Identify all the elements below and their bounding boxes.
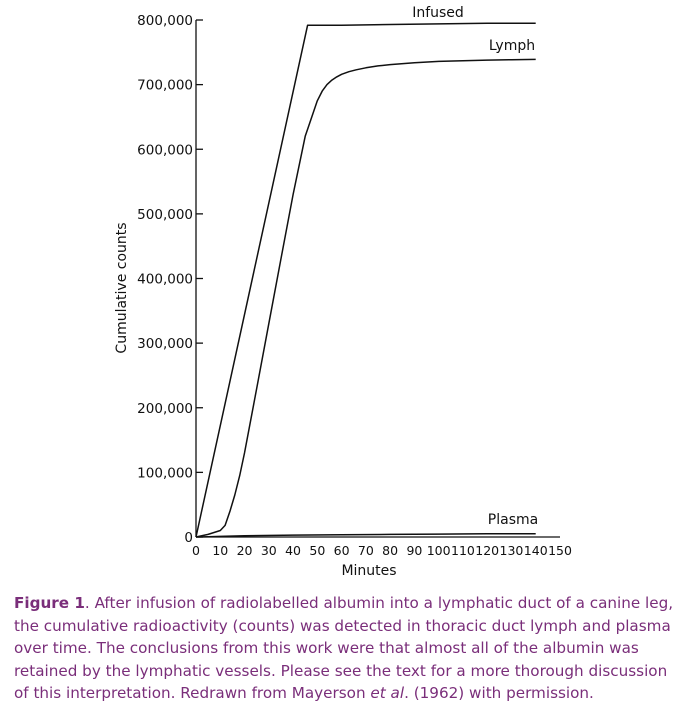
y-tick-label: 200,000 — [137, 400, 193, 417]
x-axis — [192, 537, 572, 558]
x-axis-title: Minutes — [341, 563, 397, 579]
y-axis — [137, 13, 203, 546]
x-tick-label: 150 — [548, 543, 572, 558]
x-tick-label: 130 — [499, 543, 524, 558]
x-tick-label: 100 — [426, 543, 451, 558]
x-tick-label: 70 — [357, 543, 374, 558]
x-tick-label: 30 — [260, 543, 277, 558]
x-tick-label: 50 — [309, 543, 326, 558]
y-tick-label: 800,000 — [137, 13, 193, 29]
series-lines — [196, 5, 538, 537]
y-tick-label: 400,000 — [137, 271, 193, 288]
y-tick-label: 500,000 — [137, 206, 193, 223]
series-line-lymph — [196, 59, 539, 537]
x-tick-label: 60 — [333, 543, 350, 558]
x-tick-label: 10 — [212, 543, 229, 558]
y-tick-label: 100,000 — [137, 465, 193, 482]
x-tick-label: 80 — [382, 543, 399, 558]
x-tick-label: 0 — [192, 543, 200, 558]
y-tick-label: 600,000 — [137, 142, 193, 159]
series-line-infused — [196, 23, 539, 537]
caption-lead: Figure 1 — [14, 594, 85, 612]
x-tick-label: 90 — [406, 543, 423, 558]
caption-et-al: et al — [370, 684, 405, 702]
caption-tail: . (1962) with permission. — [404, 684, 594, 702]
x-tick-label: 20 — [236, 543, 253, 558]
y-axis-title: Cumulative counts — [114, 222, 130, 354]
figure-caption — [14, 592, 686, 705]
y-tick-label: 0 — [184, 530, 193, 546]
x-tick-label: 140 — [523, 543, 548, 558]
y-tick-label: 700,000 — [137, 77, 193, 94]
y-tick-label: 300,000 — [137, 336, 193, 353]
caption-text: . After infusion of radiolabelled albumin into a lymphatic duct of a canine leg, the cumulative radioactivity (counts) was detected in thoracic duct lymph and plasma over time. The conclusions from this work were that almost all of the albumin was retained by the lymphatic vessels. Please see the text for a more thorough discussion of this interpretation. Redrawn from Mayerson — [14, 594, 674, 702]
x-tick-label: 110 — [451, 543, 475, 558]
x-tick-label: 40 — [285, 543, 302, 558]
series-label-plasma: Plasma — [487, 512, 539, 528]
series-label-infused: Infused — [412, 5, 464, 21]
series-label-lymph: Lymph — [488, 38, 536, 54]
x-tick-label: 120 — [475, 543, 500, 558]
